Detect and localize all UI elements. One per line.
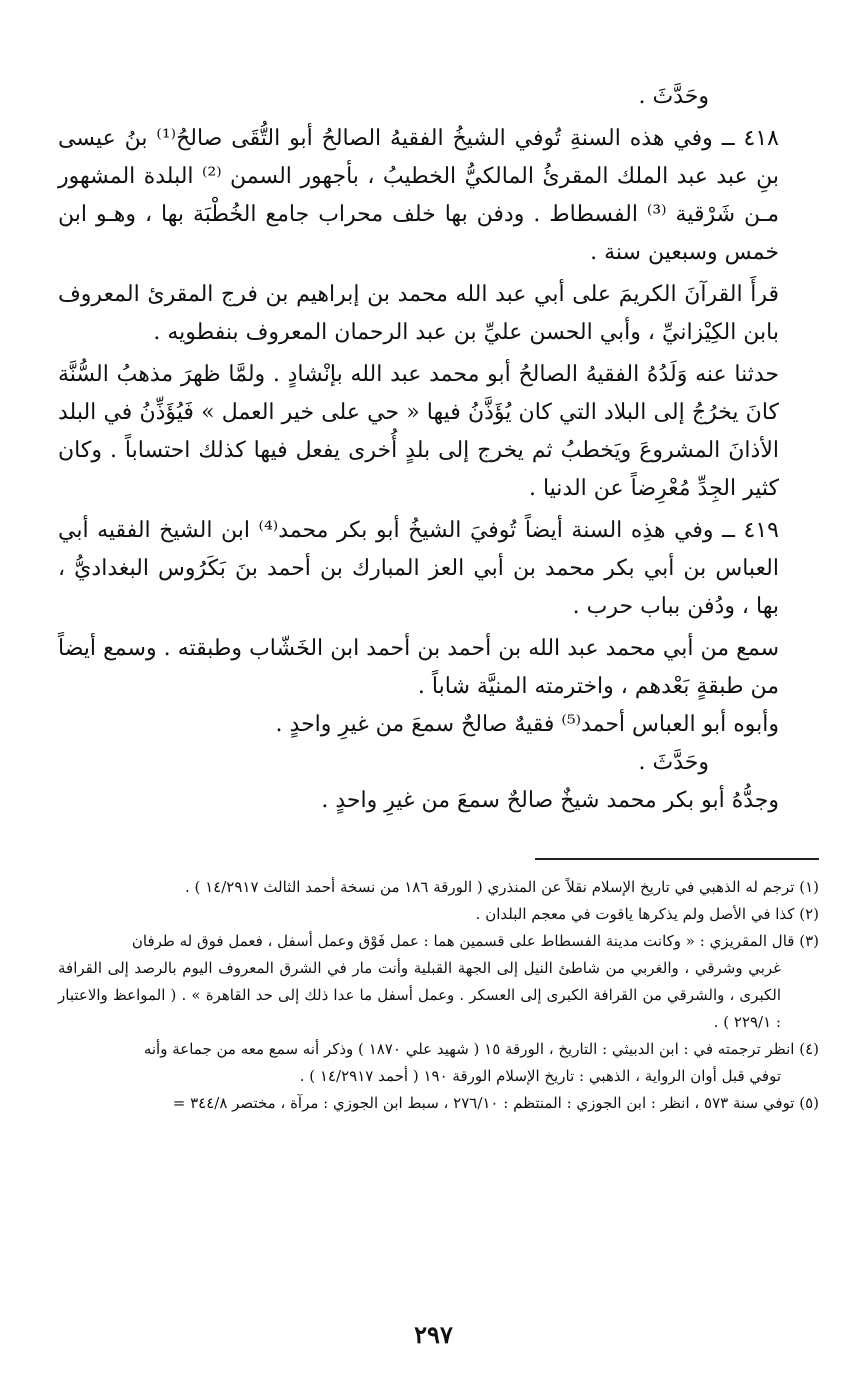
footnote-4: (٤) انظر ترجمته في : ابن الدبيثي : التاريخ ، الورقة ١٥ ( شهيد علي ١٨٧٠ ) وذكر أنه سمع معه من جماعة وأنه — [143, 1040, 819, 1058]
paragraph-3: قرأَ القرآنَ الكريمَ على أبي عبد الله محمد بن إبراهيم بن فرج المقرئ المعروف بابن الكِيْزانيِّ ، وأبي الحسن عليِّ بن عبد الرحمان المعروف بنفطويه . — [58, 282, 779, 345]
footnote-2: (٢) كذا في الأصل ولم يذكرها ياقوت في معجم البلدان . — [475, 905, 819, 923]
footnote-4-continued: توفي قبل أوان الرواية ، الذهبي : تاريخ الإسلام الورقة ١٩٠ ( أحمد ١٤/٢٩١٧ ) . — [299, 1067, 781, 1085]
footnote-5: (٥) توفي سنة ٥٧٣ ، انظر : ابن الجوزي : المنتظم : ٢٧٦/١٠ ، سبط ابن الجوزي : مرآة ، مختصر ٣٤٤/٨ = — [172, 1094, 819, 1112]
entry-419: ٤١٩ ــ وفي هذِه السنة أيضاً تُوفيَ الشيخُ أبو بكر محمد⁽⁴⁾ ابن الشيخ الفقيه أبي العباس بن أبي بكر محمد بن أبي العز المبارك بن أحمد بنَ بَكَرُوس البغداديُّ ، بها ، ودُفن بباب حرب . — [58, 518, 779, 619]
main-text — [58, 78, 819, 820]
footnote-divider — [535, 858, 819, 860]
paragraph-1: وحَدَّثَ . — [638, 84, 709, 109]
footnote-3: (٣) قال المقريزي : « وكانت مدينة الفسطاط على قسمين هما : عمل فَوْق وعمل أسفل ، فعمل فوق له طرفان — [131, 932, 819, 950]
page-number: ٢٩٧ — [414, 1320, 453, 1349]
paragraph-8: وحَدَّثَ . — [638, 750, 709, 775]
paragraph-7: وأبوه أبو العباس أحمد⁽⁵⁾ فقيهٌ صالحٌ سمعَ من غيرِ واحدٍ . — [275, 712, 779, 737]
entry-418: ٤١٨ ــ وفي هذه السنةِ تُوفي الشيخُ الفقيهُ الصالحُ أبو التُّقَى صالحُ⁽¹⁾ بنُ عيسى بنِ عبد عبد الملك المقرئُ المالكيُّ الخطيبُ ، بأجهور السمن ⁽²⁾ البلدة المشهور مـن شَرْقية ⁽³⁾ الفسطاط . ودفن بها خلف محراب جامع الخُطْبَة بها ، وهـو ابن خمس وسبعين سنة . — [58, 126, 779, 265]
footnote-1: (١) ترجم له الذهبي في تاريخ الإسلام نقلاً عن المنذري ( الورقة ١٨٦ من نسخة أحمد الثالث ١٤/٢٩١٧ ) . — [184, 878, 819, 896]
footnotes — [58, 874, 819, 1117]
paragraph-9: وجدُّهُ أبو بكر محمد شيخٌ صالحٌ سمعَ من غيرِ واحدٍ . — [321, 788, 779, 813]
footnote-3-continued: غربي وشرقي ، والغربي من شاطئ النيل إلى الجهة القبلية وأنت مار في الشرق المعروف اليوم بالرصد إلى القرافة الكبرى ، والشرقي من القرافة الكبرى إلى العسكر . وعمل أسفل ما عدا ذلك إلى حد القاهرة » . ( المواعظ والاعتبار : ٢٢٩/١ ) . — [58, 959, 781, 1031]
paragraph-4: حدثنا عنه وَلَدُهُ الفقيهُ الصالحُ أبو محمد عبد الله بإنْشادٍ . ولمَّا ظهرَ مذهبُ السُّنَّة كانَ يخرُجُ إلى البلاد التي كان يُؤَذَّنُ فيها « حي على خير العمل » فَيُؤَذِّنُ في البلد الأذانَ المشروعَ ويَخطبُ ثم يخرج إلى بلدٍ أُخرى يفعل فيها كذلك احتساباً . وكان كثير الجِدِّ مُعْرِضاً عن الدنيا . — [58, 362, 779, 501]
paragraph-6: سمع من أبي محمد عبد الله بن أحمد بن أحمد ابن الخَشّاب وطبقته . وسمع أيضاً من طبقةٍ بَعْدهم ، واخترمته المنيَّة شاباً . — [58, 636, 779, 699]
